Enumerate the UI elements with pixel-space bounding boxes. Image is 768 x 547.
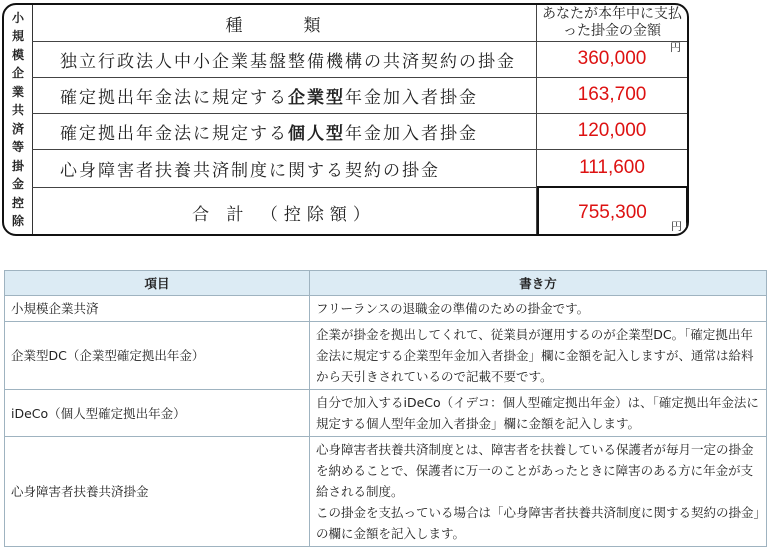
total-amount: [537, 186, 688, 236]
row-name-pre: 確定拠出年金法に規定する: [60, 87, 288, 108]
item-cell: iDeCo（個人型確定拠出年金）: [5, 390, 310, 437]
amount-value: 120,000: [577, 120, 647, 141]
row-name-bold: 個人型: [288, 123, 345, 144]
row-name-bold: 企業型: [288, 87, 345, 108]
howto-column-header: 書き方: [310, 271, 767, 296]
item-cell: 企業型DC（企業型確定拠出年金）: [5, 322, 310, 390]
row-name: [32, 41, 537, 77]
side-char: 掛: [11, 158, 24, 173]
desc-cell: 企業が掛金を拠出してくれて、従業員が運用するのが企業型DC。「確定拠出年金法に規定する企業型年金加入者掛金」欄に金額を記入しますが、通常は給料から天引きされているので記載不要です。: [310, 322, 767, 390]
side-char: 除: [11, 214, 24, 229]
form-total-row: [32, 187, 687, 236]
row-name-post: 年金加入者掛金: [345, 87, 478, 108]
type-header: 種 類: [32, 5, 537, 41]
side-char: 等: [11, 140, 24, 155]
table-row: [5, 322, 767, 390]
amount-value: 111,600: [579, 157, 645, 178]
form-row: [32, 41, 687, 78]
side-label: [4, 5, 33, 234]
row-name-pre: 確定拠出年金法に規定する: [60, 123, 288, 144]
desc-cell: 自分で加入するiDeCo（イデコ：個人型確定拠出年金）は、「確定拠出年金法に規定する個人型年金加入者掛金」欄に金額を記入します。: [310, 390, 767, 437]
side-char: 業: [11, 84, 24, 99]
total-value: 755,300: [578, 201, 647, 223]
table-row: [5, 296, 767, 322]
row-amount: [537, 77, 687, 113]
row-name-text: 心身障害者扶養共済制度に関する契約の掛金: [60, 160, 440, 181]
desc-cell: [310, 437, 767, 547]
side-char: 金: [11, 177, 24, 192]
deduction-form: [2, 3, 689, 236]
row-name-text: 独立行政法人中小企業基盤整備機構の共済契約の掛金: [60, 51, 516, 72]
amount-header: あなたが本年中に支払った掛金の金額: [542, 6, 682, 39]
row-name-post: 年金加入者掛金: [345, 123, 478, 144]
row-amount: [537, 149, 687, 187]
table-row: [5, 390, 767, 437]
desc-paragraph: この掛金を支払っている場合は「心身障害者扶養共済制度に関する契約の掛金」の欄に金額を記入します。: [316, 505, 760, 541]
side-char: 模: [11, 47, 24, 62]
row-name: [32, 77, 537, 113]
amount-value: 163,700: [577, 84, 647, 105]
row-name: [32, 113, 537, 149]
form-row: [32, 113, 687, 150]
table-row: [5, 437, 767, 547]
side-char: 済: [11, 121, 24, 136]
side-char: 共: [11, 103, 24, 118]
amount-value: 360,000: [577, 48, 647, 69]
row-name: [32, 149, 537, 187]
row-amount: [537, 41, 687, 77]
item-cell: 小規模企業共済: [5, 296, 310, 322]
yen-unit: 円: [670, 42, 681, 54]
item-column-header: 項目: [5, 271, 310, 296]
side-char: 企: [11, 66, 24, 81]
row-amount: [537, 113, 687, 149]
explanation-table: [4, 270, 767, 547]
desc-paragraph: 心身障害者扶養共済制度とは、障害者を扶養している保護者が毎月一定の掛金を納めることで、保護者に万一のことがあったときに障害のある方に年金が支給される制度。: [316, 442, 754, 499]
side-char: 控: [11, 195, 24, 210]
total-label: 合 計 （控除額）: [32, 187, 537, 236]
form-header-row: [32, 5, 687, 42]
item-cell: 心身障害者扶養共済掛金: [5, 437, 310, 547]
form-row: [32, 149, 687, 188]
side-char: 小: [11, 10, 24, 25]
side-char: 規: [11, 29, 24, 44]
yen-unit: 円: [671, 221, 682, 233]
table-header-row: [5, 271, 767, 296]
form-row: [32, 77, 687, 114]
desc-cell: フリーランスの退職金の準備のための掛金です。: [310, 296, 767, 322]
